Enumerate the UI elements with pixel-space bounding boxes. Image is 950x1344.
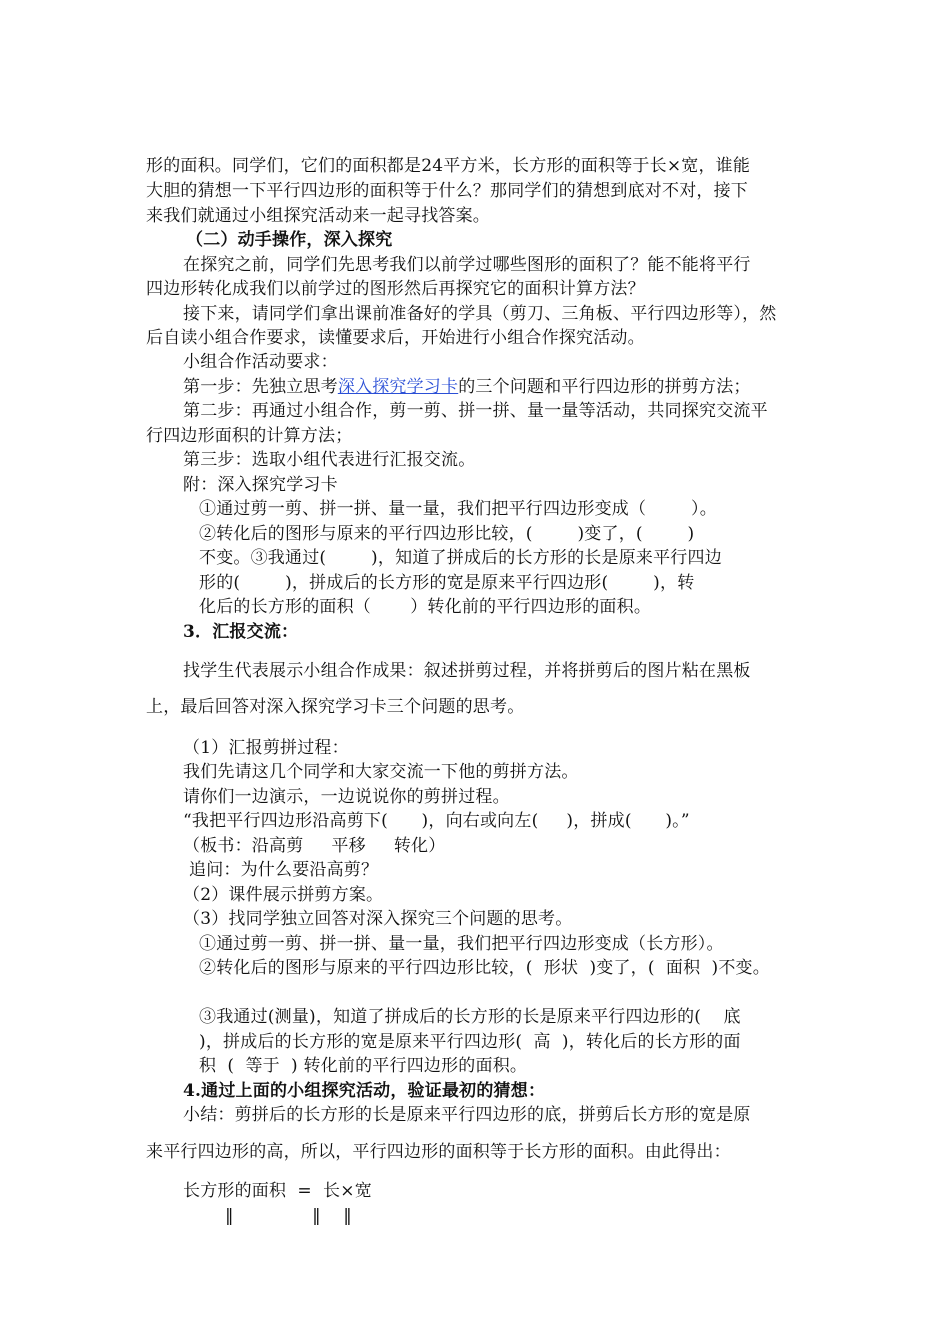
paragraph-line: 后自读小组合作要求，读懂要求后，开始进行小组合作探究活动。 bbox=[146, 328, 645, 348]
paragraph-line: 上，最后回答对深入探究学习卡三个问题的思考。 bbox=[146, 697, 525, 717]
paragraph-line: 附：深入探究学习卡 bbox=[183, 475, 338, 495]
paragraph-line: 化后的长方形的面积（ ）转化前的平行四边形的面积。 bbox=[199, 597, 652, 617]
paragraph-line: （1）汇报剪拼过程： bbox=[183, 738, 349, 758]
paragraph-line: 不变。③我通过( )，知道了拼成后的长方形的长是原来平行四边 bbox=[199, 548, 722, 568]
paragraph-line: 形的( )，拼成后的长方形的宽是原来平行四边形( )，转 bbox=[199, 573, 695, 593]
paragraph-line: 形的面积。同学们，它们的面积都是24平方米，长方形的面积等于长×宽，谁能 bbox=[146, 156, 751, 176]
step-one-line bbox=[183, 376, 751, 398]
paragraph-line: ③我通过(测量)，知道了拼成后的长方形的长是原来平行四边形的( 底 bbox=[199, 1007, 741, 1027]
paragraph-line: 我们先请这几个同学和大家交流一下他的剪拼方法。 bbox=[183, 762, 579, 782]
paragraph-line: ②转化后的图形与原来的平行四边形比较，( 形状 )变了，( 面积 )不变。 bbox=[199, 958, 770, 978]
step-one-prefix: 第一步：先独立思考 bbox=[183, 377, 338, 397]
paragraph-line: 来我们就通过小组探究活动来一起寻找答案。 bbox=[146, 206, 490, 226]
paragraph-line: 大胆的猜想一下平行四边形的面积等于什么？那同学们的猜想到底对不对，接下 bbox=[146, 181, 748, 201]
paragraph-line: （3）找同学独立回答对深入探究三个问题的思考。 bbox=[183, 909, 573, 929]
paragraph-line: 来平行四边形的高，所以，平行四边形的面积等于长方形的面积。由此得出： bbox=[146, 1142, 731, 1162]
paragraph-line: 积 ( 等于 ) 转化前的平行四边形的面积。 bbox=[199, 1056, 528, 1076]
paragraph-line: 请你们一边演示，一边说说你的剪拼过程。 bbox=[183, 787, 510, 807]
section-heading: （二）动手操作，深入探究 bbox=[186, 230, 393, 250]
paragraph-line: 第三步：选取小组代表进行汇报交流。 bbox=[183, 450, 476, 470]
paragraph-line: ①通过剪一剪、拼一拼、量一量，我们把平行四边形变成（ ）。 bbox=[199, 499, 717, 519]
paragraph-line: “我把平行四边形沿高剪下( )，向右或向左( )，拼成( )。” bbox=[183, 811, 690, 831]
paragraph-line: )，拼成后的长方形的宽是原来平行四边形( 高 )，转化后的长方形的面 bbox=[199, 1032, 741, 1052]
paragraph-line: 行四边形面积的计算方法； bbox=[146, 426, 353, 446]
paragraph-line: 找学生代表展示小组合作成果：叙述拼剪过程，并将拼剪后的图片粘在黑板 bbox=[183, 661, 751, 681]
section-heading: 3．汇报交流： bbox=[183, 622, 299, 642]
formula-line: 长方形的面积 = 长×宽 bbox=[183, 1181, 372, 1201]
paragraph-line: 四边形转化成我们以前学过的图形然后再探究它的面积计算方法？ bbox=[146, 279, 645, 299]
paragraph-line: ②转化后的图形与原来的平行四边形比较，( )变了，( ) bbox=[199, 524, 695, 544]
paragraph-line: 接下来，请同学们拿出课前准备好的学具（剪刀、三角板、平行四边形等），然 bbox=[183, 304, 777, 324]
paragraph-line: （2）课件展示拼剪方案。 bbox=[183, 885, 384, 905]
section-heading: 4.通过上面的小组探究活动，验证最初的猜想： bbox=[183, 1081, 546, 1101]
paragraph-line: 小结：剪拼后的长方形的长是原来平行四边形的底，拼剪后长方形的宽是原 bbox=[183, 1105, 751, 1125]
study-card-link[interactable]: 深入探究学习卡 bbox=[337, 377, 459, 397]
paragraph-line: （板书：沿高剪 平移 转化） bbox=[183, 836, 446, 856]
formula-equals-marks: ‖ ‖ ‖ bbox=[225, 1206, 352, 1226]
paragraph-line: 在探究之前，同学们先思考我们以前学过哪些图形的面积了？能不能将平行 bbox=[183, 255, 751, 275]
step-one-suffix: 的三个问题和平行四边形的拼剪方法； bbox=[458, 377, 751, 397]
paragraph-line: 追问：为什么要沿高剪？ bbox=[189, 860, 379, 880]
paragraph-line: 小组合作活动要求： bbox=[183, 352, 338, 372]
paragraph-line: ①通过剪一剪、拼一拼、量一量，我们把平行四边形变成（长方形）。 bbox=[199, 934, 724, 954]
paragraph-line: 第二步：再通过小组合作，剪一剪、拼一拼、量一量等活动，共同探究交流平 bbox=[183, 401, 768, 421]
